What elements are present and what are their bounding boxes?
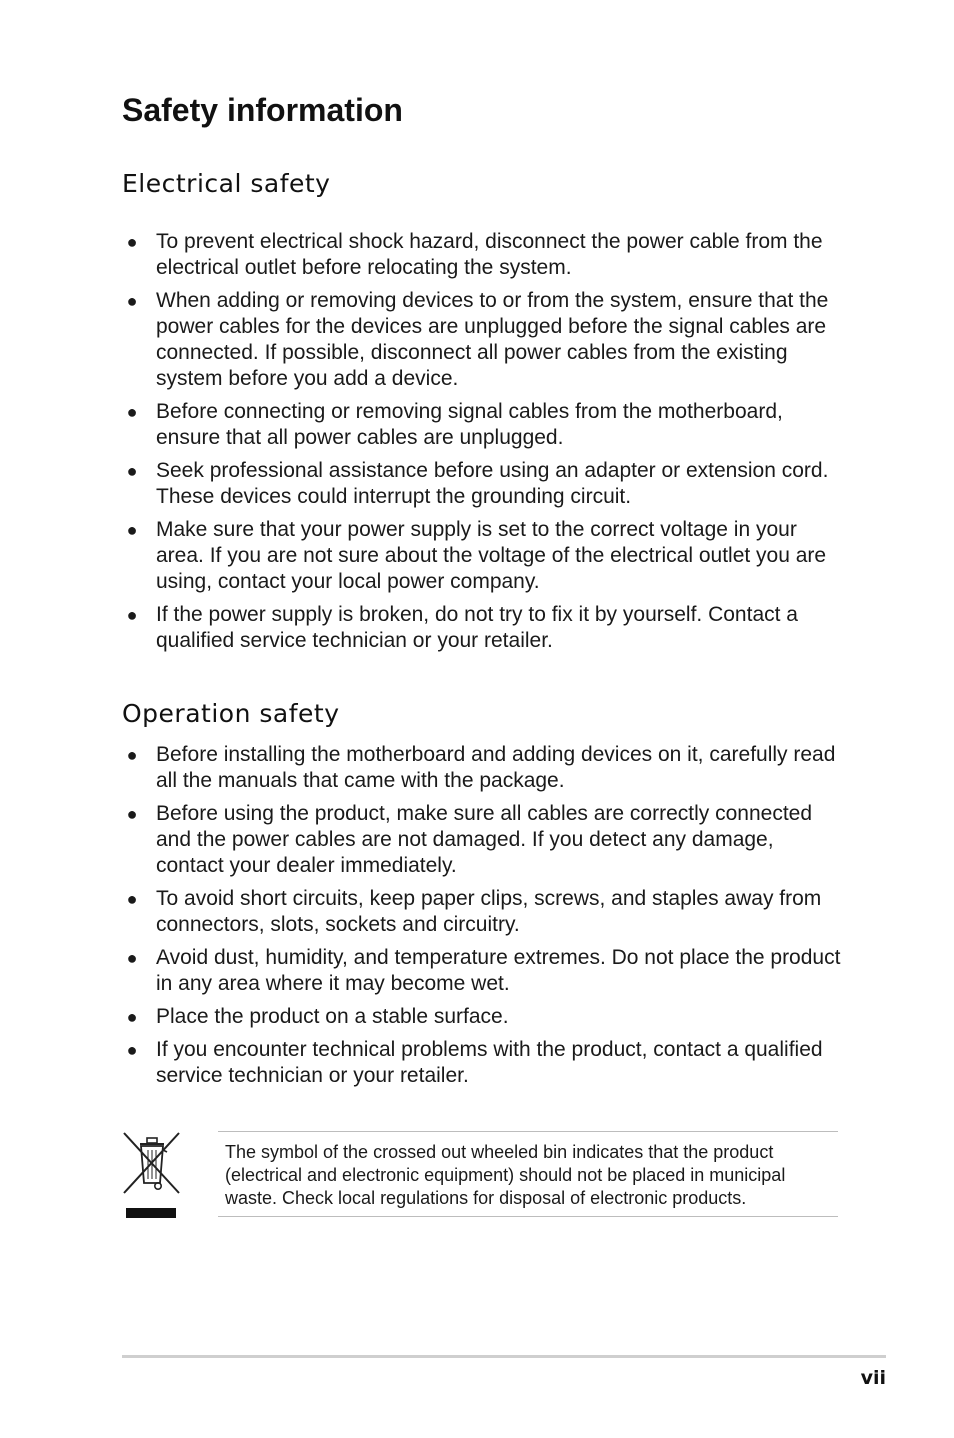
crossed-out-wheeled-bin-icon (120, 1128, 184, 1220)
list-item (122, 399, 842, 451)
list-item (122, 602, 842, 654)
note-box (218, 1131, 838, 1217)
list-item (122, 288, 842, 392)
list-item (122, 742, 842, 794)
page-number: vii (860, 1367, 886, 1389)
operation-safety-heading: Operation safety (122, 699, 340, 728)
list-item (122, 458, 842, 510)
list-item-text: Before using the product, make sure all cables are correctly connected and the power cables are not damaged. If you detect any damage, contact your dealer immediately. (156, 802, 813, 877)
bullet-icon: ● (126, 520, 138, 540)
list-item (122, 801, 842, 879)
list-item-text: If you encounter technical problems with the product, contact a qualified service technician or your retailer. (156, 1038, 823, 1087)
bullet-icon: ● (126, 402, 138, 422)
list-item-text: Place the product on a stable surface. (156, 1005, 509, 1028)
list-item (122, 229, 842, 281)
list-item-text: Avoid dust, humidity, and temperature extremes. Do not place the product in any area where it may become wet. (156, 946, 841, 995)
list-item-text: When adding or removing devices to or from the system, ensure that the power cables for the devices are unplugged before the signal cables are connected. If possible, disconnect all power cables from the existing system before you add a device. (156, 289, 829, 390)
page-title: Safety information (122, 92, 403, 128)
bullet-icon: ● (126, 948, 138, 968)
bullet-icon: ● (126, 291, 138, 311)
bullet-icon: ● (126, 1007, 138, 1027)
electrical-safety-heading: Electrical safety (122, 169, 331, 198)
operation-safety-list (122, 742, 842, 1096)
bullet-icon: ● (126, 1040, 138, 1060)
electrical-safety-list (122, 229, 842, 661)
list-item (122, 1004, 842, 1030)
list-item-text: Make sure that your power supply is set to the correct voltage in your area. If you are not sure about the voltage of the electrical outlet you are using, contact your local power company. (156, 518, 827, 593)
footer-divider (122, 1355, 886, 1358)
list-item (122, 945, 842, 997)
list-item-text: Before connecting or removing signal cables from the motherboard, ensure that all power cables are unplugged. (156, 400, 783, 449)
list-item (122, 886, 842, 938)
note-text: The symbol of the crossed out wheeled bin indicates that the product (electrical and electronic equipment) should not be placed in municipal waste. Check local regulations for disposal of electronic products. (225, 1142, 786, 1208)
bullet-icon: ● (126, 804, 138, 824)
bullet-icon: ● (126, 889, 138, 909)
list-item-text: Seek professional assistance before using an adapter or extension cord. These devices could interrupt the grounding circuit. (156, 459, 829, 508)
list-item-text: To prevent electrical shock hazard, disconnect the power cable from the electrical outlet before relocating the system. (156, 230, 823, 279)
list-item-text: If the power supply is broken, do not try to fix it by yourself. Contact a qualified service technician or your retailer. (156, 603, 798, 652)
bullet-icon: ● (126, 745, 138, 765)
list-item-text: To avoid short circuits, keep paper clips, screws, and staples away from connectors, slots, sockets and circuitry. (156, 887, 822, 936)
list-item (122, 517, 842, 595)
bullet-icon: ● (126, 461, 138, 481)
list-item-text: Before installing the motherboard and adding devices on it, carefully read all the manuals that came with the package. (156, 743, 836, 792)
bullet-icon: ● (126, 605, 138, 625)
bullet-icon: ● (126, 232, 138, 252)
list-item (122, 1037, 842, 1089)
